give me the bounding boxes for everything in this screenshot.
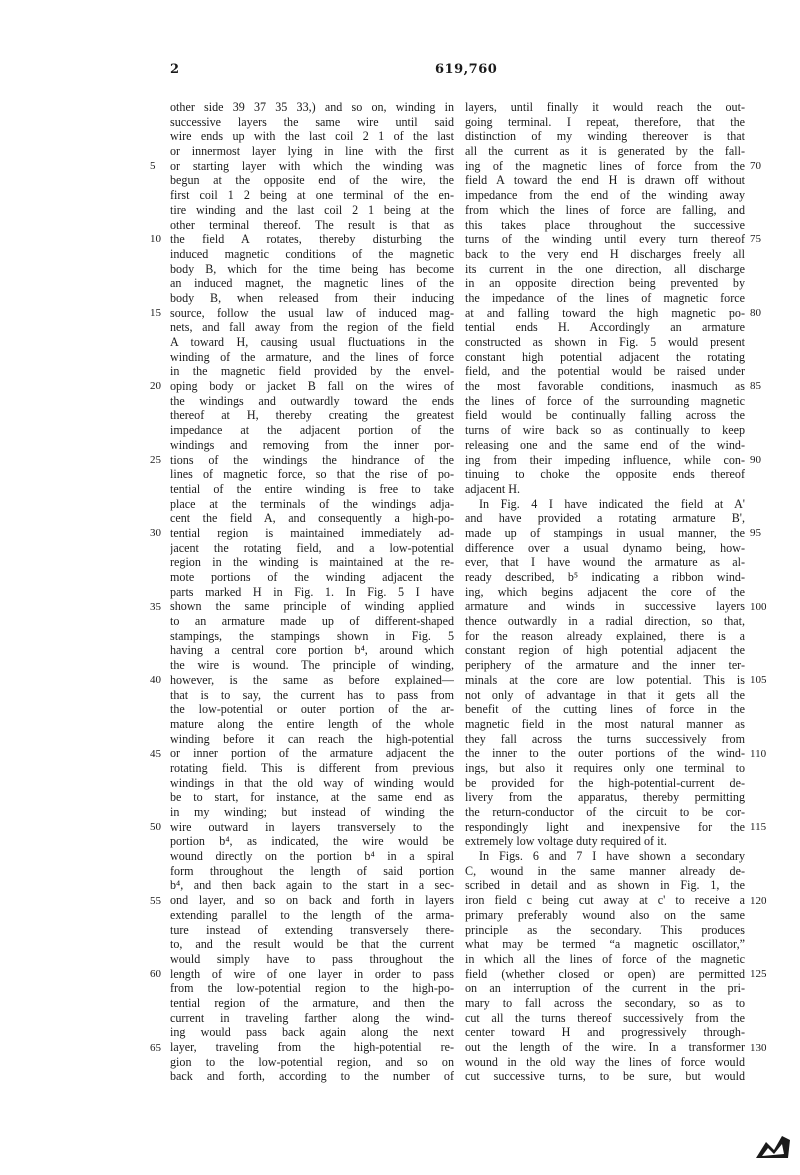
text-line: or inner portion of the armature adjacent the [170, 746, 454, 761]
line-number: 15 [150, 306, 161, 319]
text-line: on an interruption of the current in the pri- [465, 981, 745, 996]
text-line: the most favorable conditions, inasmuch as [465, 379, 745, 394]
line-number: 50 [150, 821, 161, 834]
text-line: stampings, the stampings shown in Fig. 5 [170, 628, 454, 643]
line-number: 55 [150, 894, 161, 907]
line-number: 45 [150, 747, 161, 760]
text-line: other terminal thereof. The result is that as [170, 217, 454, 232]
text-line: however, is the same as before explained— [170, 672, 454, 687]
text-line: cent the field A, and consequently a high-po- [170, 511, 454, 526]
line-number: 130 [750, 1041, 767, 1054]
text-line: principle as the secondary. This produces [465, 922, 745, 937]
text-line: back and forth, according to the number of [170, 1069, 454, 1084]
text-line: constant region of high potential adjacent the [465, 643, 745, 658]
text-line: thence outwardly in a radial direction, so that, [465, 614, 745, 629]
text-line: wire ends up with the last coil 2 1 of the last [170, 129, 454, 144]
text-line: its current in the one direction, all discharge [465, 261, 745, 276]
text-line: induced magnetic conditions of the magnetic [170, 246, 454, 261]
text-line: in my winding; but instead of winding the [170, 805, 454, 819]
text-line: ing would pass back again along the next [170, 1025, 454, 1040]
line-number: 35 [150, 600, 161, 613]
text-line: lines of magnetic force, so that the rise of po- [170, 467, 454, 482]
line-number: 25 [150, 453, 161, 466]
text-line: winding of the armature, and the lines of force [170, 349, 454, 364]
line-number: 40 [150, 674, 161, 687]
text-line: or starting layer with which the winding was [170, 158, 454, 173]
text-line: place at the terminals of the windings adja- [170, 496, 454, 511]
text-line: tential of the entire winding is free to take [170, 481, 454, 496]
text-line: mature along the entire length of the whole [170, 716, 454, 731]
text-line: ing from their impeding influence, while con- [465, 452, 745, 467]
text-line: layer, traveling from the high-potential re- [170, 1040, 454, 1054]
text-line: from the low-potential region to the high-po- [170, 981, 454, 996]
line-number: 110 [750, 747, 767, 760]
patent-number: 619,760 [435, 62, 498, 77]
text-line: impedance at the adjacent portion of the [170, 423, 454, 438]
text-line: jacent the rotating field, and a low-potential [170, 540, 454, 555]
text-line: gion to the low-potential region, and so on [170, 1054, 454, 1069]
line-number: 60 [150, 968, 161, 981]
line-number: 75 [750, 233, 761, 246]
line-number: 30 [150, 527, 161, 540]
text-line: be to start, for instance, at the same end as [170, 790, 454, 805]
text-line: tions of the windings the hindrance of the [170, 452, 454, 467]
line-number: 20 [150, 380, 161, 393]
line-number: 95 [750, 527, 761, 540]
text-line: or innermost layer lying in line with the first [170, 144, 454, 159]
text-line: out the length of the wire. In a transformer [465, 1040, 745, 1054]
line-number: 105 [750, 674, 767, 687]
line-number: 125 [750, 968, 767, 981]
text-line: made up of stampings in usual manner, the [465, 525, 745, 540]
text-line: windings in that the old way of winding would [170, 775, 454, 790]
text-line: In Figs. 6 and 7 I have shown a secondary [479, 849, 745, 864]
text-line: releasing one and the same end of the wind- [465, 437, 745, 452]
text-line: the lines of force of the surrounding magnetic [465, 393, 745, 408]
text-line: region in the winding is maintained at the re- [170, 555, 454, 570]
text-line: benefit of the cutting lines of force in the [465, 702, 745, 717]
line-number: 120 [750, 894, 767, 907]
text-line: constant high potential adjacent the rotating [465, 349, 745, 364]
text-line: from which the lines of force are falling, and [465, 202, 745, 217]
text-line: adjacent H. [465, 481, 521, 496]
text-line: layers, until finally it would reach the out- [465, 100, 745, 114]
text-line: the return-conductor of the circuit to be cor- [465, 805, 745, 819]
text-line: the wire is wound. The principle of winding, [170, 658, 454, 673]
text-line: iron field c being cut away at c' to receive a [465, 893, 745, 908]
text-line: they fall across the turns successively from [465, 731, 745, 746]
text-line: periphery of the armature and the inner ter- [465, 658, 745, 673]
text-line: the windings and outwardly toward the ends [170, 393, 454, 408]
text-line: not only of advantage in that it gets all the [465, 687, 745, 702]
text-line: constructed as shown in Fig. 5 would present [465, 335, 745, 349]
text-line: to an armature made up of different-shaped [170, 614, 454, 629]
text-line: what may be termed “a magnetic oscillator,” [465, 937, 745, 952]
text-line: C, wound in the same manner already de- [465, 863, 745, 878]
text-line: respondingly light and inexpensive for the [465, 819, 745, 834]
text-line: nets, and fall away from the region of the field [170, 320, 454, 335]
text-line: the impedance of the lines of magnetic force [465, 290, 745, 305]
text-line: for the reason already explained, there is a [465, 628, 745, 643]
text-line: tire winding and the last coil 2 1 being at the [170, 202, 454, 217]
page-number: 2 [170, 62, 180, 77]
text-line: rotating field. This is different from previous [170, 760, 454, 775]
text-line: extending parallel to the length of the arma- [170, 907, 454, 922]
text-line: the field A rotates, thereby disturbing the [170, 232, 454, 247]
text-line: oping body or jacket B fall on the wires of [170, 379, 454, 394]
text-line: in the magnetic field provided by the envel- [170, 364, 454, 379]
page-corner-mark [752, 1128, 792, 1162]
text-line: field (whether closed or open) are permitted [465, 966, 745, 981]
line-number: 85 [750, 380, 761, 393]
text-line: body B, which for the time being has become [170, 261, 454, 276]
text-line: that is to say, the current has to pass from [170, 687, 454, 702]
text-line: tential region is maintained immediately ad- [170, 525, 454, 540]
text-line: In Fig. 4 I have indicated the field at A' [479, 496, 745, 511]
text-line: scribed in detail and as shown in Fig. 1, the [465, 878, 745, 893]
text-line: this takes place throughout the successive [465, 217, 745, 232]
text-line: to, and the result would be that the current [170, 937, 454, 952]
line-number: 10 [150, 233, 161, 246]
line-number: 65 [150, 1041, 161, 1054]
text-line: windings and removing from the inner por- [170, 437, 454, 452]
text-line: successive layers the same wire until said [170, 114, 454, 129]
text-line: form throughout the length of said portion [170, 863, 454, 878]
text-line: cut all the turns thereof successively from the [465, 1010, 745, 1025]
text-line: wound in the old way the lines of force would [465, 1054, 745, 1069]
text-line: all the current as it is generated by the fall- [465, 144, 745, 159]
right-text-column [465, 100, 745, 1084]
line-number: 90 [750, 453, 761, 466]
text-line: length of wire of one layer in order to pass [170, 966, 454, 981]
text-line: cut successive turns, to be sure, but would [465, 1069, 745, 1084]
text-line: ings, but also it requires only one terminal to [465, 760, 745, 775]
text-line: turns of wire back so as continually to keep [465, 423, 745, 438]
text-line: in which all the lines of force of the magnetic [465, 951, 745, 966]
line-number: 115 [750, 821, 767, 834]
text-line: would simply have to pass throughout the [170, 951, 454, 966]
text-line: A toward H, causing usual fluctuations in the [170, 335, 454, 349]
text-line: tential region of the armature, and then the [170, 995, 454, 1010]
text-line: center toward H and progressively through- [465, 1025, 745, 1040]
line-number: 5 [150, 159, 156, 172]
text-line: at and falling toward the high magnetic po- [465, 305, 745, 320]
text-line: turns of the winding until every turn thereof [465, 232, 745, 247]
text-line: ond layer, and so on back and forth in layers [170, 893, 454, 908]
text-line: ing of the magnetic lines of force from the [465, 158, 745, 173]
text-line: extremely low voltage duty required of it. [465, 834, 667, 849]
text-line: having a central core portion b⁴, around which [170, 643, 454, 658]
text-line: minals at the core are low potential. This is [465, 672, 745, 687]
text-line: thereof at H, thereby creating the greatest [170, 408, 454, 423]
text-line: source, follow the usual law of induced mag- [170, 305, 454, 320]
line-number: 70 [750, 159, 761, 172]
text-line: tential ends H. Accordingly an armature [465, 320, 745, 335]
text-line: impedance from the end of the winding away [465, 188, 745, 203]
text-line: ready described, b⁵ indicating a ribbon wind- [465, 570, 745, 584]
text-line: an induced magnet, the magnetic lines of the [170, 276, 454, 291]
text-line: the low-potential or outer portion of the ar- [170, 702, 454, 717]
text-line: ing, which begins adjacent the core of the [465, 584, 745, 599]
text-line: winding before it can reach the high-potential [170, 731, 454, 746]
text-line: other side 39 37 35 33,) and so on, winding in [170, 100, 454, 114]
left-text-column [170, 100, 454, 1084]
text-line: wire outward in layers transversely to the [170, 819, 454, 834]
text-line: ture instead of extending transversely there- [170, 922, 454, 937]
text-line: mary to fall across the secondary, so as to [465, 995, 745, 1010]
text-line: tinuing to choke the opposite ends thereof [465, 467, 745, 482]
text-line: livery from the apparatus, thereby permitting [465, 790, 745, 805]
text-line: difference over a usual dynamo being, how- [465, 540, 745, 555]
text-line: and have provided a rotating armature B', [465, 511, 745, 526]
text-line: field would be continually falling across the [465, 408, 745, 423]
text-line: mote portions of the winding adjacent the [170, 570, 454, 584]
text-line: body B, when released from their inducing [170, 290, 454, 305]
text-line: shown the same principle of winding applied [170, 599, 454, 614]
text-line: back to the very end H discharges freely all [465, 246, 745, 261]
text-line: in an opposite direction being prevented by [465, 276, 745, 291]
text-line: field, and the potential would be raised under [465, 364, 745, 379]
text-line: magnetic field in the most natural manner as [465, 716, 745, 731]
text-line: going terminal. I repeat, therefore, that the [465, 114, 745, 129]
text-line: begun at the opposite end of the wire, the [170, 173, 454, 188]
text-line: distinction of my winding thereover is that [465, 129, 745, 144]
text-line: first coil 1 2 being at one terminal of the en- [170, 188, 454, 203]
line-number: 100 [750, 600, 767, 613]
text-line: ever, that I have wound the armature as al- [465, 555, 745, 570]
text-line: wound directly on the portion b⁴ in a spiral [170, 849, 454, 864]
text-line: parts marked H in Fig. 1. In Fig. 5 I have [170, 584, 454, 599]
text-line: field A toward the end H is drawn off without [465, 173, 745, 188]
text-line: b⁴, and then back again to the start in a sec- [170, 878, 454, 893]
text-line: primary preferably wound also on the same [465, 907, 745, 922]
text-line: the inner to the outer portions of the wind- [465, 746, 745, 761]
text-line: be provided for the high-potential-current de- [465, 775, 745, 790]
text-line: armature and winds in successive layers [465, 599, 745, 614]
line-number: 80 [750, 306, 761, 319]
text-line: current in traveling farther along the wind- [170, 1010, 454, 1025]
text-line: portion b⁴, as indicated, the wire would be [170, 834, 454, 849]
